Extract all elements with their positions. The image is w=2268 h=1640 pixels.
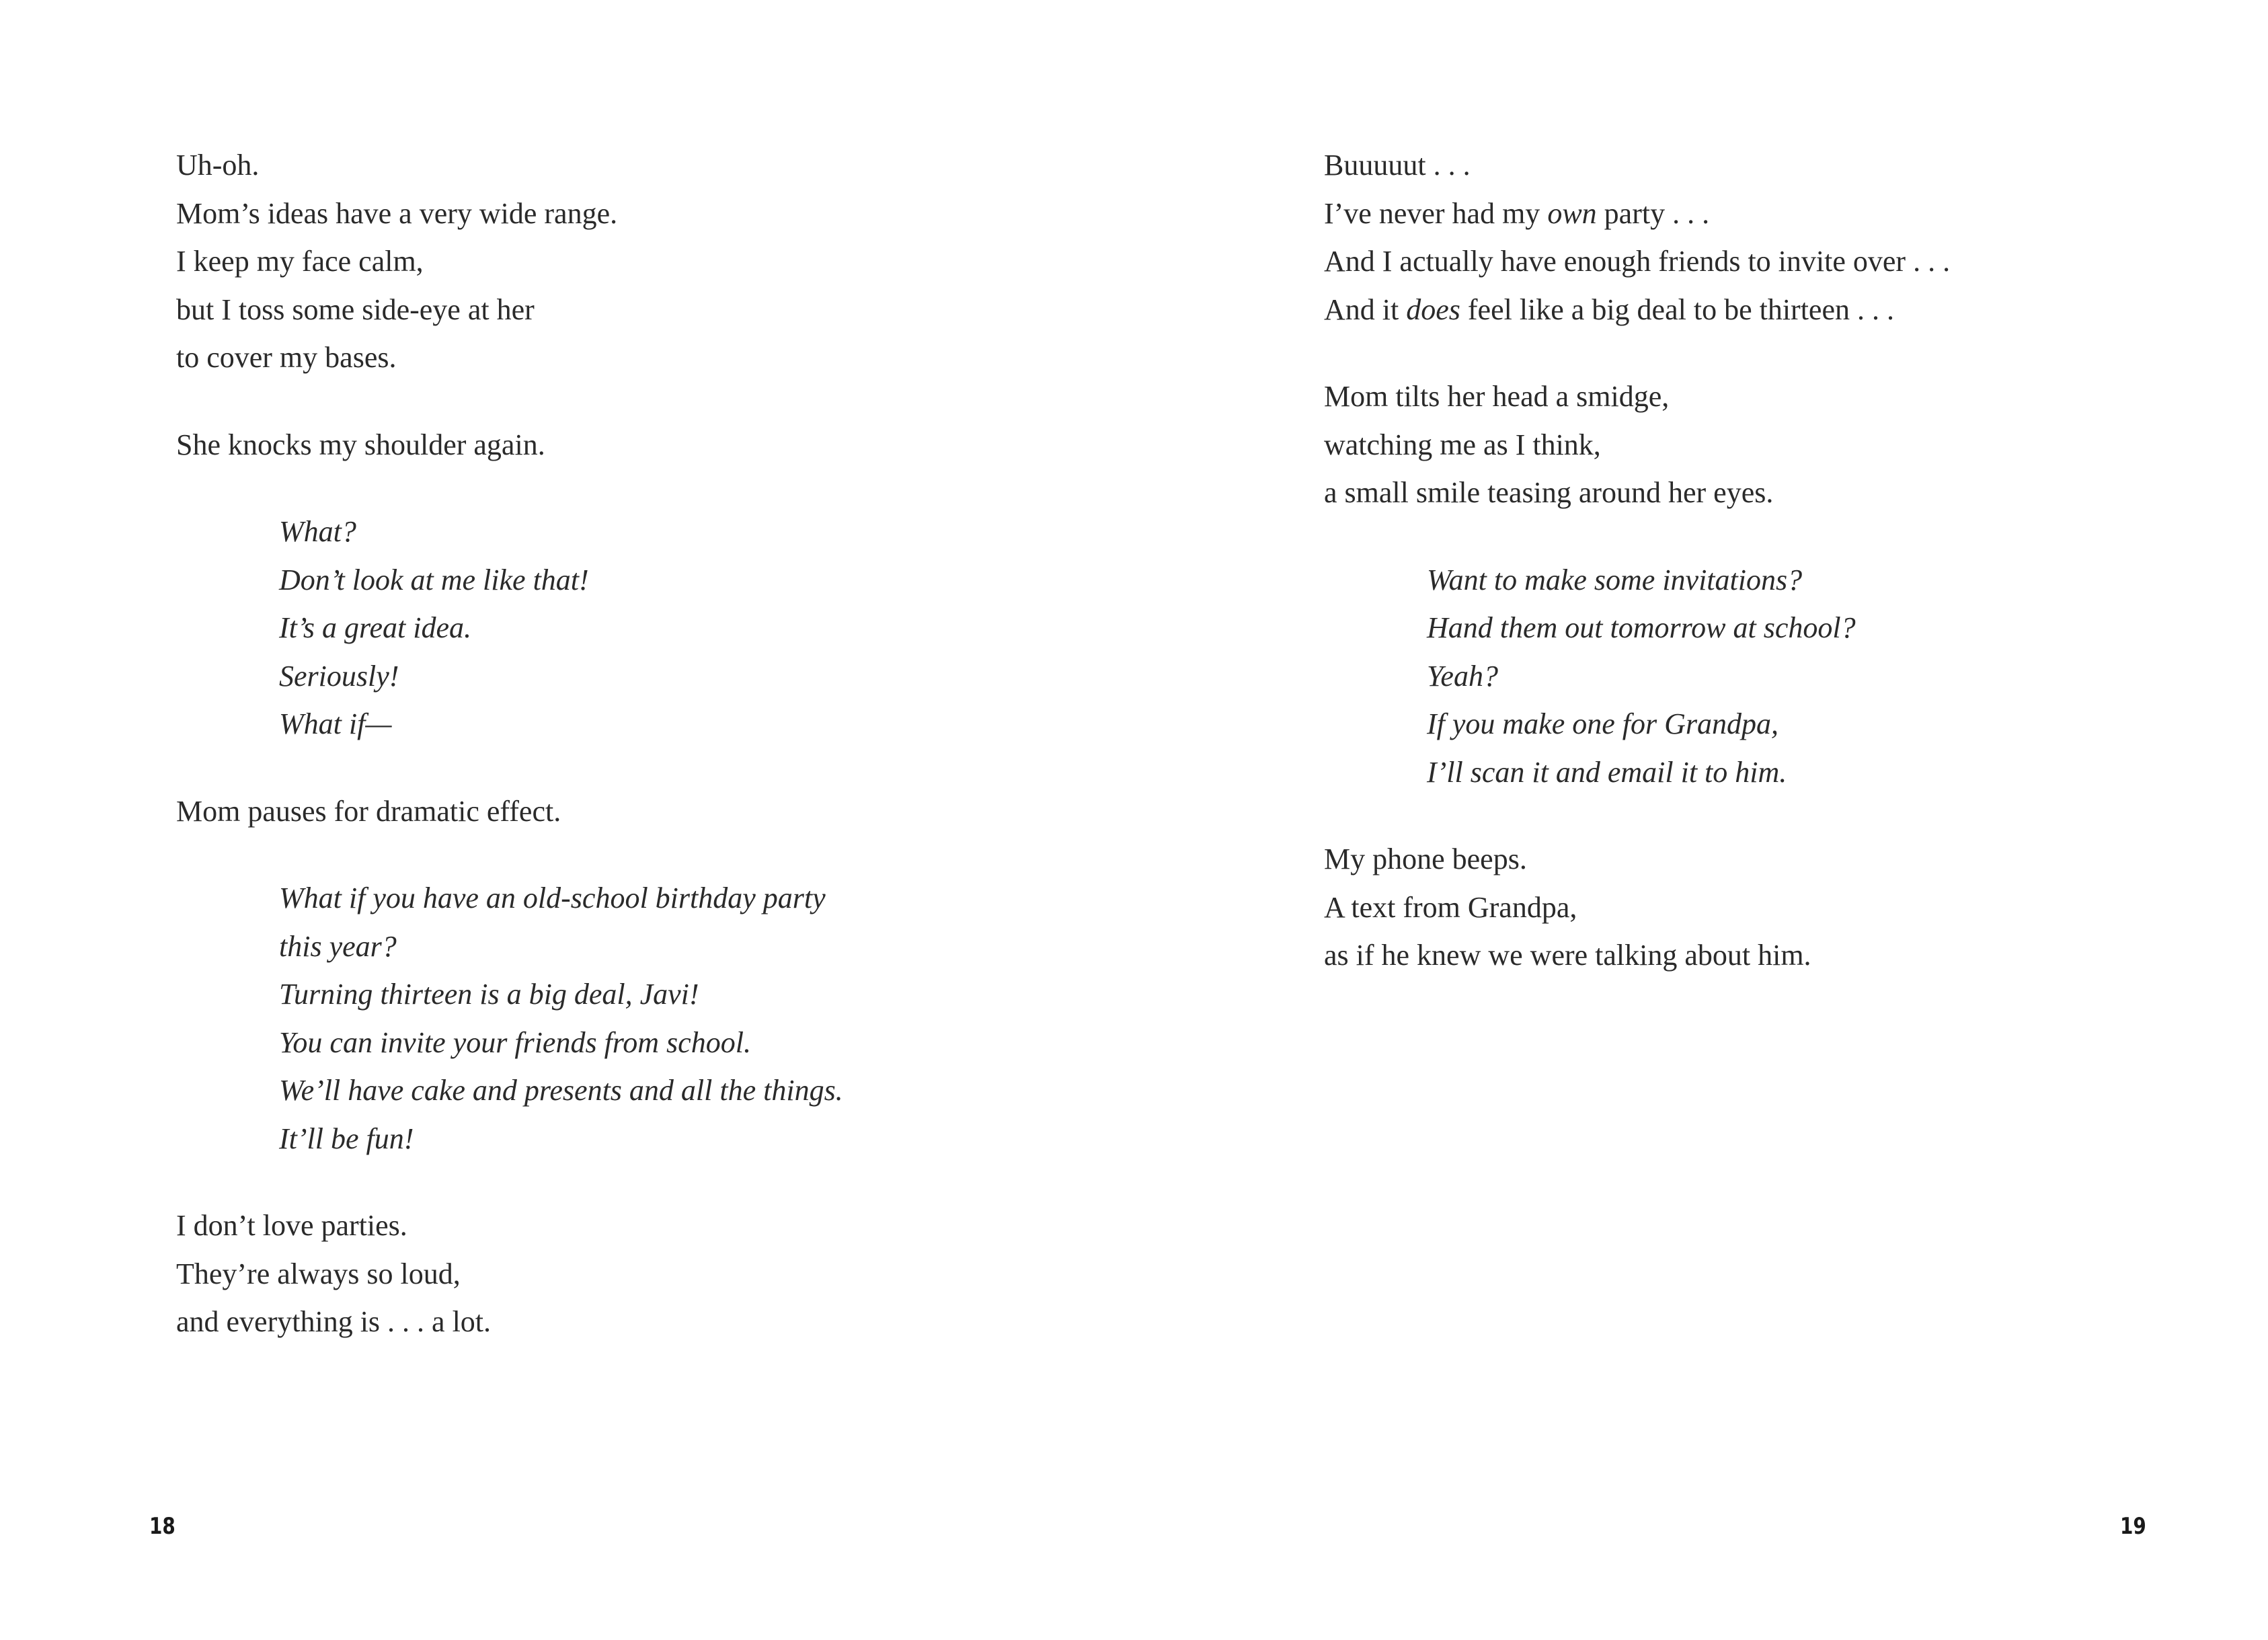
text-line: And I actually have enough friends to invite over . . . bbox=[1324, 245, 1951, 278]
text-segment: I’ve never had my bbox=[1324, 196, 1548, 230]
text-line: Mom tilts her head a smidge, bbox=[1324, 380, 1670, 413]
right-page bbox=[1134, 0, 2268, 1640]
dialogue-line: What? bbox=[279, 515, 356, 548]
stanza bbox=[176, 787, 843, 836]
page-number: 18 bbox=[149, 1513, 175, 1540]
text-line: a small smile teasing around her eyes. bbox=[1324, 476, 1774, 509]
stanza bbox=[1324, 141, 1950, 334]
stanza bbox=[176, 141, 843, 382]
text-line: to cover my bases. bbox=[176, 341, 397, 374]
dialogue-stanza bbox=[176, 874, 843, 1163]
dialogue-line: It’s a great idea. bbox=[279, 611, 471, 644]
text-line: I don’t love parties. bbox=[176, 1209, 407, 1242]
text-line: My phone beeps. bbox=[1324, 843, 1527, 875]
text-line: Mom’s ideas have a very wide range. bbox=[176, 196, 618, 230]
dialogue-line: What if— bbox=[279, 707, 392, 740]
emphasis-text: own bbox=[1547, 196, 1597, 230]
right-page-text bbox=[1324, 141, 1950, 1019]
dialogue-line: I’ll scan it and email it to him. bbox=[1427, 755, 1787, 789]
dialogue-line: We’ll have cake and presents and all the things. bbox=[279, 1074, 843, 1107]
dialogue-stanza bbox=[176, 508, 843, 748]
stanza bbox=[176, 421, 843, 469]
dialogue-line: It’ll be fun! bbox=[279, 1122, 414, 1155]
stanza bbox=[1324, 835, 1950, 980]
text-segment: feel like a big deal to be thirteen . . . bbox=[1460, 292, 1894, 326]
text-line: I keep my face calm, bbox=[176, 245, 424, 278]
text-line: They’re always so loud, bbox=[176, 1257, 461, 1290]
dialogue-line: Don’t look at me like that! bbox=[279, 563, 589, 596]
text-segment: party . . . bbox=[1596, 196, 1710, 230]
text-line: A text from Grandpa, bbox=[1324, 890, 1577, 924]
emphasis-text: does bbox=[1406, 292, 1460, 326]
dialogue-line: Yeah? bbox=[1427, 659, 1498, 693]
text-line: She knocks my shoulder again. bbox=[176, 428, 545, 461]
stanza bbox=[1324, 373, 1950, 517]
text-line: but I toss some side-eye at her bbox=[176, 292, 535, 326]
dialogue-stanza bbox=[1324, 556, 1950, 797]
text-line: and everything is . . . a lot. bbox=[176, 1305, 492, 1338]
text-line: Buuuuut . . . bbox=[1324, 149, 1471, 182]
dialogue-line: Want to make some invitations? bbox=[1427, 563, 1803, 596]
text-line bbox=[1324, 190, 1950, 238]
text-line: Mom pauses for dramatic effect. bbox=[176, 794, 561, 828]
text-line: watching me as I think, bbox=[1324, 428, 1601, 461]
dialogue-line: Turning thirteen is a big deal, Javi! bbox=[279, 978, 699, 1011]
text-line: as if he knew we were talking about him. bbox=[1324, 939, 1811, 972]
page-number: 19 bbox=[2120, 1513, 2146, 1540]
dialogue-line: If you make one for Grandpa, bbox=[1427, 707, 1779, 740]
stanza bbox=[176, 1202, 843, 1346]
dialogue-line: You can invite your friends from school. bbox=[279, 1025, 751, 1059]
text-segment: And it bbox=[1324, 292, 1407, 326]
left-page-text bbox=[176, 141, 843, 1385]
text-line bbox=[1324, 286, 1950, 334]
dialogue-line: Seriously! bbox=[279, 659, 399, 693]
text-line: Uh-oh. bbox=[176, 149, 260, 182]
dialogue-line: What if you have an old-school birthday party bbox=[279, 882, 826, 914]
dialogue-line: this year? bbox=[279, 929, 397, 963]
dialogue-line: Hand them out tomorrow at school? bbox=[1427, 611, 1856, 644]
